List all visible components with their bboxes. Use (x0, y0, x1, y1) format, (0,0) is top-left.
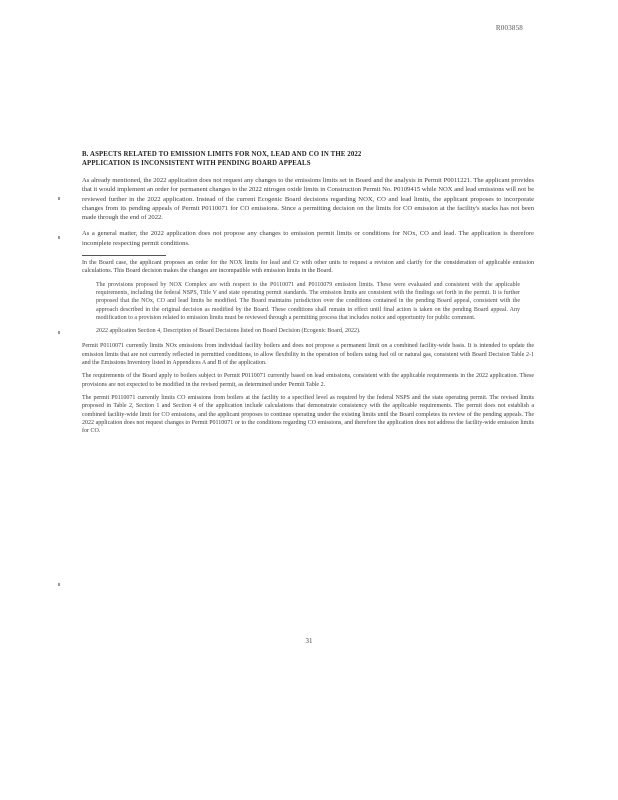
body-paragraph-2: As a general matter, the 2022 application does not propose any changes to emission permit limits or conditions for NOx, CO and lead. The application is therefore incomplete respecting permit conditions. (82, 230, 534, 247)
margin-mark (58, 236, 60, 239)
footnote-1: In the Board case, the applicant proposes an order for the NOX limits for lead and Cr with other units to request a revision and clarify for the consideration of applicable emission calculations. This Board decision makes the changes are incompatible with emission limits in the Board. (82, 260, 534, 275)
section-heading-line-1: B. ASPECTS RELATED TO EMISSION LIMITS FOR NOX, LEAD AND CO IN THE 2022 (82, 151, 362, 158)
bates-number: R003858 (495, 24, 523, 32)
body-paragraph-1: As already mentioned, the 2022 application does not request any changes to the emissions limits set in Board and the analysis in Permit P0011221. The applicant provides that it would implement an order for permanent changes to the 2022 nitrogen oxide limits in Construction Permit No. P0109415 while NOX and lead emissions will not be reviewed further in the 2022 application. Instead of the current Ecogenic Board decisions regarding NOX, CO and lead limits, the applicant proposes to incorporate changes from its pending appeals of Permit P0110071 for CO emissions. Since a permitting decision on the limits for CO emission at the facility's stacks has not been made through the end of 2022. (82, 177, 534, 222)
footnote-3: The requirements of the Board apply to boilers subject to Permit P0110071 currently based on lead emissions, consistent with the applicable requirements in the 2022 application. These provisions are not expected to be modified in the revised permit, as determined under Permit Table 2. (82, 373, 534, 388)
footnote-block-quote: The provisions proposed by NOX Complex are with respect to the P0110071 and P0110079 emission limits. These were evaluated and consistent with the applicable requirements, including the federal NSPS, Title V and state operating permit standards. The emission limits are consistent with the findings set forth in the permit. It is further proposed that the NOx, CO and lead limits be modified. The Board maintains jurisdiction over the conditions contained in the pending Board appeal, consistent with the approach described in the original decision as modified by the Board. These conditions shall remain in effect until final action is taken on the pending Board appeal. Any modification to a provision related to emission limits must be reviewed through a permitting process that includes notice and opportunity for public comment. (96, 281, 520, 321)
footnote-quote-source: 2022 application Section 4, Description of Board Decisions listed on Board Decision (Ecogenic Board, 2022). (96, 328, 361, 335)
footnote-2: Permit P0110071 currently limits NOx emissions from individual facility boilers and does not propose a permanent limit on a combined facility-wide basis. It is intended to update the emission limits that are not currently reflected in permitted conditions, to allow flexibility in the operation of boilers using fuel oil or natural gas, consistent with Board Decision Table 2-1 and the Emissions Inventory listed in Appendices A and B of the application. (82, 343, 534, 367)
document-body (82, 150, 534, 440)
footnote-4: The permit P0110071 currently limits CO emissions from boilers at the facility to a specified level as required by the federal NSPS and the state operating permit. The revised limits proposed in Table 2, Section 1 and Section 4 of the application include calculations that demonstrate consistency with the applicable requirements. The permit does not establish a combined facility-wide limit for CO emissions, and the applicant proposes to continue operating under the existing limits until the Board completes its review of the pending appeals. The 2022 application does not request changes to Permit P0110071 or to the conditions regarding CO emissions, and therefore the application does not address the facility-wide emission limits for CO. (82, 394, 534, 435)
section-heading (82, 150, 534, 168)
margin-mark (58, 583, 60, 586)
section-heading-line-2: APPLICATION IS INCONSISTENT WITH PENDING BOARD APPEALS (82, 160, 311, 167)
page-number: 31 (305, 637, 313, 645)
margin-mark (58, 331, 60, 334)
margin-mark (58, 197, 60, 200)
footnote-divider (82, 255, 166, 256)
